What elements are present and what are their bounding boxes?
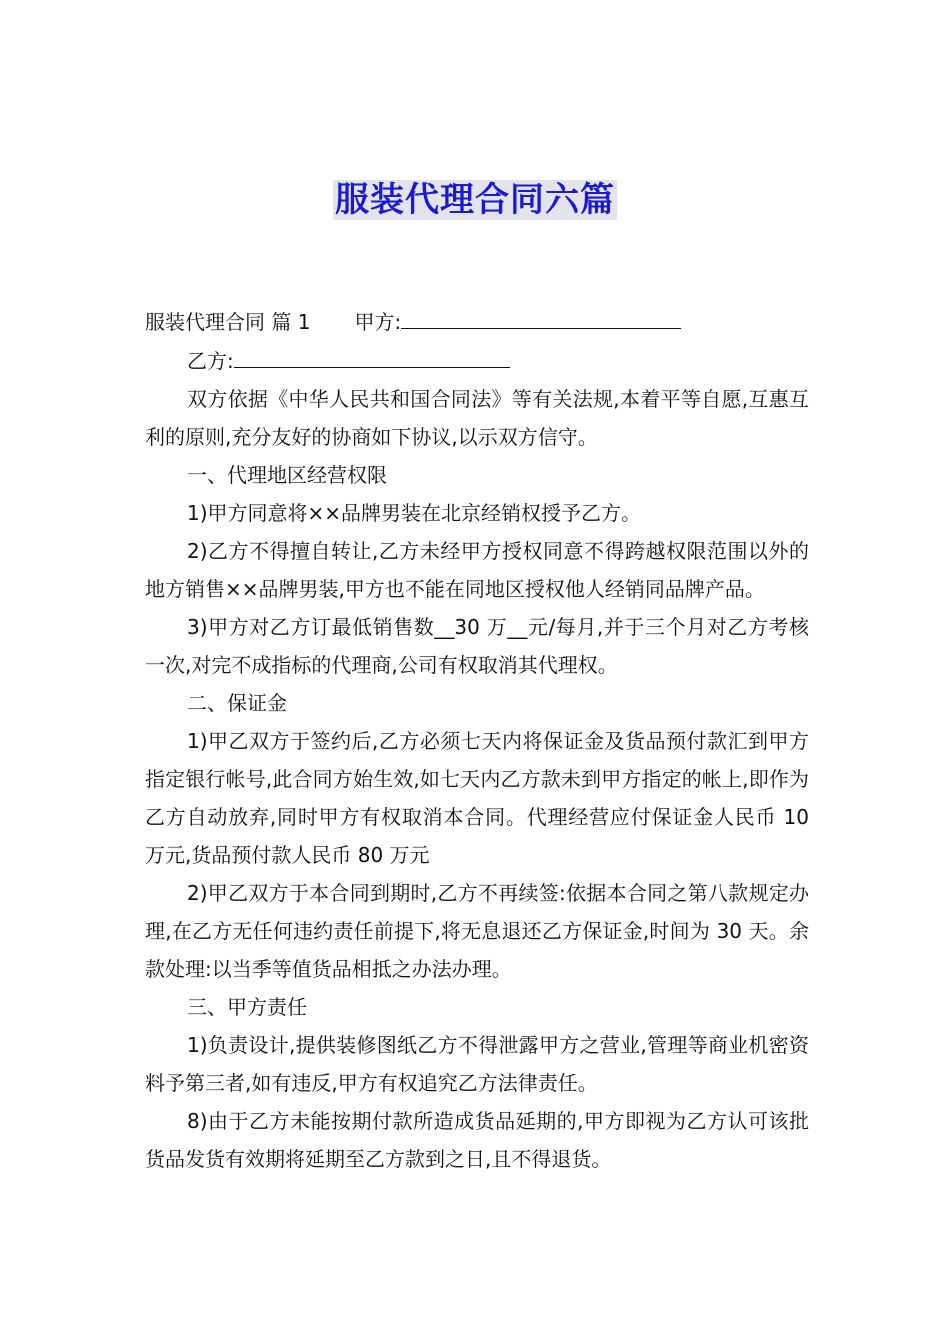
party-b-line [145, 341, 809, 380]
contract-heading-line [145, 302, 809, 341]
document-title [0, 178, 950, 222]
clause-1-1: 1)甲方同意将××品牌男装在北京经销权授予乙方。 [187, 501, 642, 525]
contract-heading: 服装代理合同 篇 1 [145, 310, 311, 334]
section-heading-2: 二、保证金 [187, 691, 287, 715]
party-a-blank [401, 302, 681, 329]
clause-3-1: 1)负责设计,提供装修图纸乙方不得泄露甲方之营业,管理等商业机密资料予第三者,如有违反,甲方有权追究乙方法律责任。 [145, 1033, 809, 1095]
document-title-text: 服装代理合同六篇 [335, 180, 615, 220]
clause-2-1: 1)甲乙双方于签约后,乙方必须七天内将保证金及货品预付款汇到甲方指定银行帐号,此合同方始生效,如七天内乙方款未到甲方指定的帐上,即作为乙方自动放弃,同时甲方有权取消本合同。代理经营应付保证金人民币 10 万元,货品预付款人民币 80 万元 [145, 729, 809, 867]
party-b-blank [234, 341, 510, 368]
clause-3-8: 8)由于乙方未能按期付款所造成货品延期的,甲方即视为乙方认可该批货品发货有效期将延期至乙方款到之日,且不得退货。 [145, 1109, 809, 1171]
clause-1-2: 2)乙方不得擅自转让,乙方未经甲方授权同意不得跨越权限范围以外的地方销售××品牌男装,甲方也不能在同地区授权他人经销同品牌产品。 [145, 539, 809, 601]
section-heading-3: 三、甲方责任 [187, 995, 307, 1019]
document-body [145, 302, 809, 1178]
section-heading-1: 一、代理地区经营权限 [187, 463, 387, 487]
party-b-label: 乙方: [187, 349, 234, 373]
party-a-label: 甲方: [354, 310, 402, 334]
clause-2-2: 2)甲乙双方于本合同到期时,乙方不再续签:依据本合同之第八款规定办理,在乙方无任何违约责任前提下,将无息退还乙方保证金,时间为 30 天。余款处理:以当季等值货品相抵之办法办理。 [145, 881, 809, 981]
paragraph-preamble: 双方依据《中华人民共和国合同法》等有关法规,本着平等自愿,互惠互利的原则,充分友好的协商如下协议,以示双方信守。 [145, 387, 809, 449]
clause-1-3: 3)甲方对乙方订最低销售数__30 万__元/每月,并于三个月对乙方考核一次,对完不成指标的代理商,公司有权取消其代理权。 [145, 615, 809, 677]
